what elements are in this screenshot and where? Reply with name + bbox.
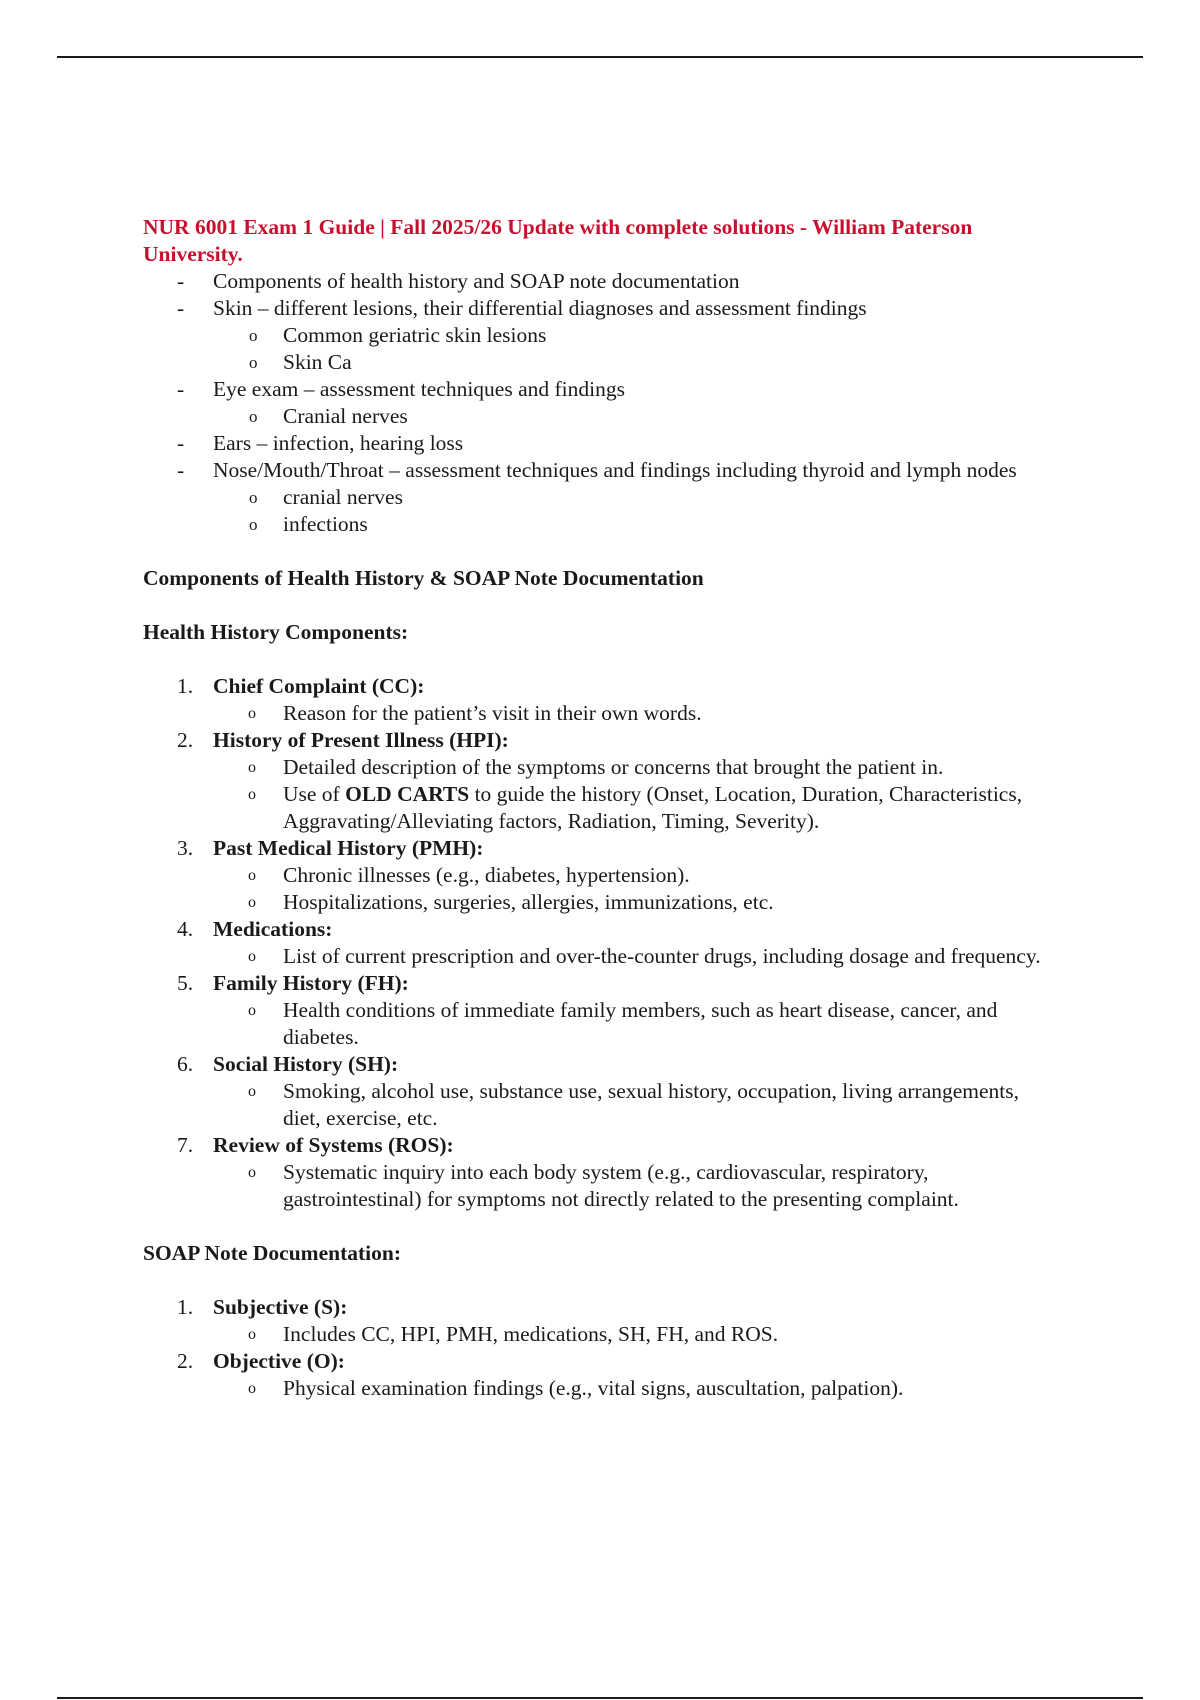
- dash-bullet: -: [177, 377, 185, 401]
- list-item: 7. Review of Systems (ROS): o Systematic inquiry into each body system (e.g., cardiovascular, respiratory, gastrointestinal) for symptoms not directly related to the presenting complaint.: [143, 1132, 1043, 1213]
- list-item: o Health conditions of immediate family members, such as heart disease, cancer, and diabetes.: [248, 998, 998, 1049]
- circle-bullet: o: [249, 515, 258, 534]
- circle-bullet: o: [249, 407, 258, 426]
- list-item: 2. Objective (O): o Physical examination findings (e.g., vital signs, auscultation, palpation).: [143, 1348, 1043, 1402]
- list-item: o Smoking, alcohol use, substance use, sexual history, occupation, living arrangements, diet, exercise, etc.: [248, 1079, 1020, 1130]
- circle-bullet: o: [248, 1083, 256, 1100]
- list-item: - Nose/Mouth/Throat – assessment techniques and findings including thyroid and lymph nodes o cranial nerves o infections: [143, 457, 1043, 538]
- circle-bullet: o: [248, 786, 256, 803]
- list-item: 2. History of Present Illness (HPI): o Detailed description of the symptoms or concerns that brought the patient in. o Use of OLD CARTS to guide the history (Onset, Location, Duration, Characteristics, Aggravating/Alleviating factors, Radiation, Timing, Severity).: [143, 727, 1043, 835]
- circle-bullet: o: [248, 948, 256, 965]
- list-item: o Physical examination findings (e.g., vital signs, auscultation, palpation).: [248, 1376, 904, 1400]
- list-item: 1. Subjective (S): o Includes CC, HPI, PMH, medications, SH, FH, and ROS.: [143, 1294, 1043, 1348]
- circle-bullet: o: [249, 353, 258, 372]
- dash-bullet: -: [177, 458, 185, 482]
- circle-bullet: o: [248, 867, 256, 884]
- list-item: o infections: [249, 512, 368, 536]
- circle-bullet: o: [249, 488, 258, 507]
- circle-bullet: o: [248, 894, 256, 911]
- dash-bullet: -: [177, 431, 185, 455]
- circle-bullet: o: [248, 1380, 256, 1397]
- circle-bullet: o: [248, 759, 256, 776]
- list-item: o Hospitalizations, surgeries, allergies, immunizations, etc.: [248, 890, 774, 914]
- list-item: o Skin Ca: [249, 350, 352, 374]
- list-item: - Ears – infection, hearing loss: [177, 431, 464, 455]
- circle-bullet: o: [248, 1002, 256, 1019]
- circle-bullet: o: [249, 326, 258, 345]
- list-item: - Eye exam – assessment techniques and findings o Cranial nerves: [143, 376, 1043, 430]
- circle-bullet: o: [248, 705, 256, 722]
- list-item: 1. Chief Complaint (CC): o Reason for the patient’s visit in their own words.: [143, 673, 1043, 727]
- list-item: o List of current prescription and over-the-counter drugs, including dosage and frequency.: [248, 944, 1041, 968]
- section-heading: Components of Health History & SOAP Note Documentation: [143, 566, 704, 590]
- list-item: 5. Family History (FH): o Health conditions of immediate family members, such as heart disease, cancer, and diabetes.: [143, 970, 1043, 1051]
- list-item: 3. Past Medical History (PMH): o Chronic illnesses (e.g., diabetes, hypertension). o Hospitalizations, surgeries, allergies, immunizations, etc.: [143, 835, 1043, 916]
- document-title: NUR 6001 Exam 1 Guide | Fall 2025/26 Update with complete solutions - William Paterson University.: [143, 215, 973, 266]
- list-item: o Reason for the patient’s visit in their own words.: [248, 701, 702, 725]
- circle-bullet: o: [248, 1164, 256, 1181]
- list-item: 6. Social History (SH): o Smoking, alcohol use, substance use, sexual history, occupation, living arrangements, diet, exercise, etc.: [143, 1051, 1043, 1132]
- soap-list: [143, 1294, 1043, 1402]
- list-item: o Cranial nerves: [249, 404, 408, 428]
- health-history-heading: Health History Components:: [143, 620, 409, 644]
- list-item: o Systematic inquiry into each body system (e.g., cardiovascular, respiratory, gastrointestinal) for symptoms not directly related to the presenting complaint.: [248, 1160, 959, 1211]
- list-item: o Use of OLD CARTS to guide the history (Onset, Location, Duration, Characteristics, Aggravating/Alleviating factors, Radiation, Timing, Severity).: [248, 782, 1023, 833]
- header-rule: [57, 56, 1143, 58]
- list-item: 4. Medications: o List of current prescription and over-the-counter drugs, including dosage and frequency.: [143, 916, 1043, 970]
- list-item: - Components of health history and SOAP note documentation: [177, 269, 740, 293]
- oldcarts-emphasis: OLD CARTS: [345, 782, 470, 806]
- topic-list: [143, 268, 1043, 538]
- list-item: - Skin – different lesions, their differential diagnoses and assessment findings o Common geriatric skin lesions o Skin Ca: [143, 295, 1043, 376]
- list-item: o Chronic illnesses (e.g., diabetes, hypertension).: [248, 863, 690, 887]
- footer-rule: [57, 1697, 1143, 1699]
- list-item: o Detailed description of the symptoms or concerns that brought the patient in.: [248, 755, 944, 779]
- list-item: o Common geriatric skin lesions: [249, 323, 547, 347]
- document-body: [143, 214, 1043, 1402]
- list-item: o Includes CC, HPI, PMH, medications, SH, FH, and ROS.: [248, 1322, 779, 1346]
- health-history-list: [143, 673, 1043, 1213]
- circle-bullet: o: [248, 1326, 256, 1343]
- dash-bullet: -: [177, 296, 185, 320]
- soap-heading: SOAP Note Documentation:: [143, 1241, 401, 1265]
- list-item: o cranial nerves: [249, 485, 403, 509]
- dash-bullet: -: [177, 269, 185, 293]
